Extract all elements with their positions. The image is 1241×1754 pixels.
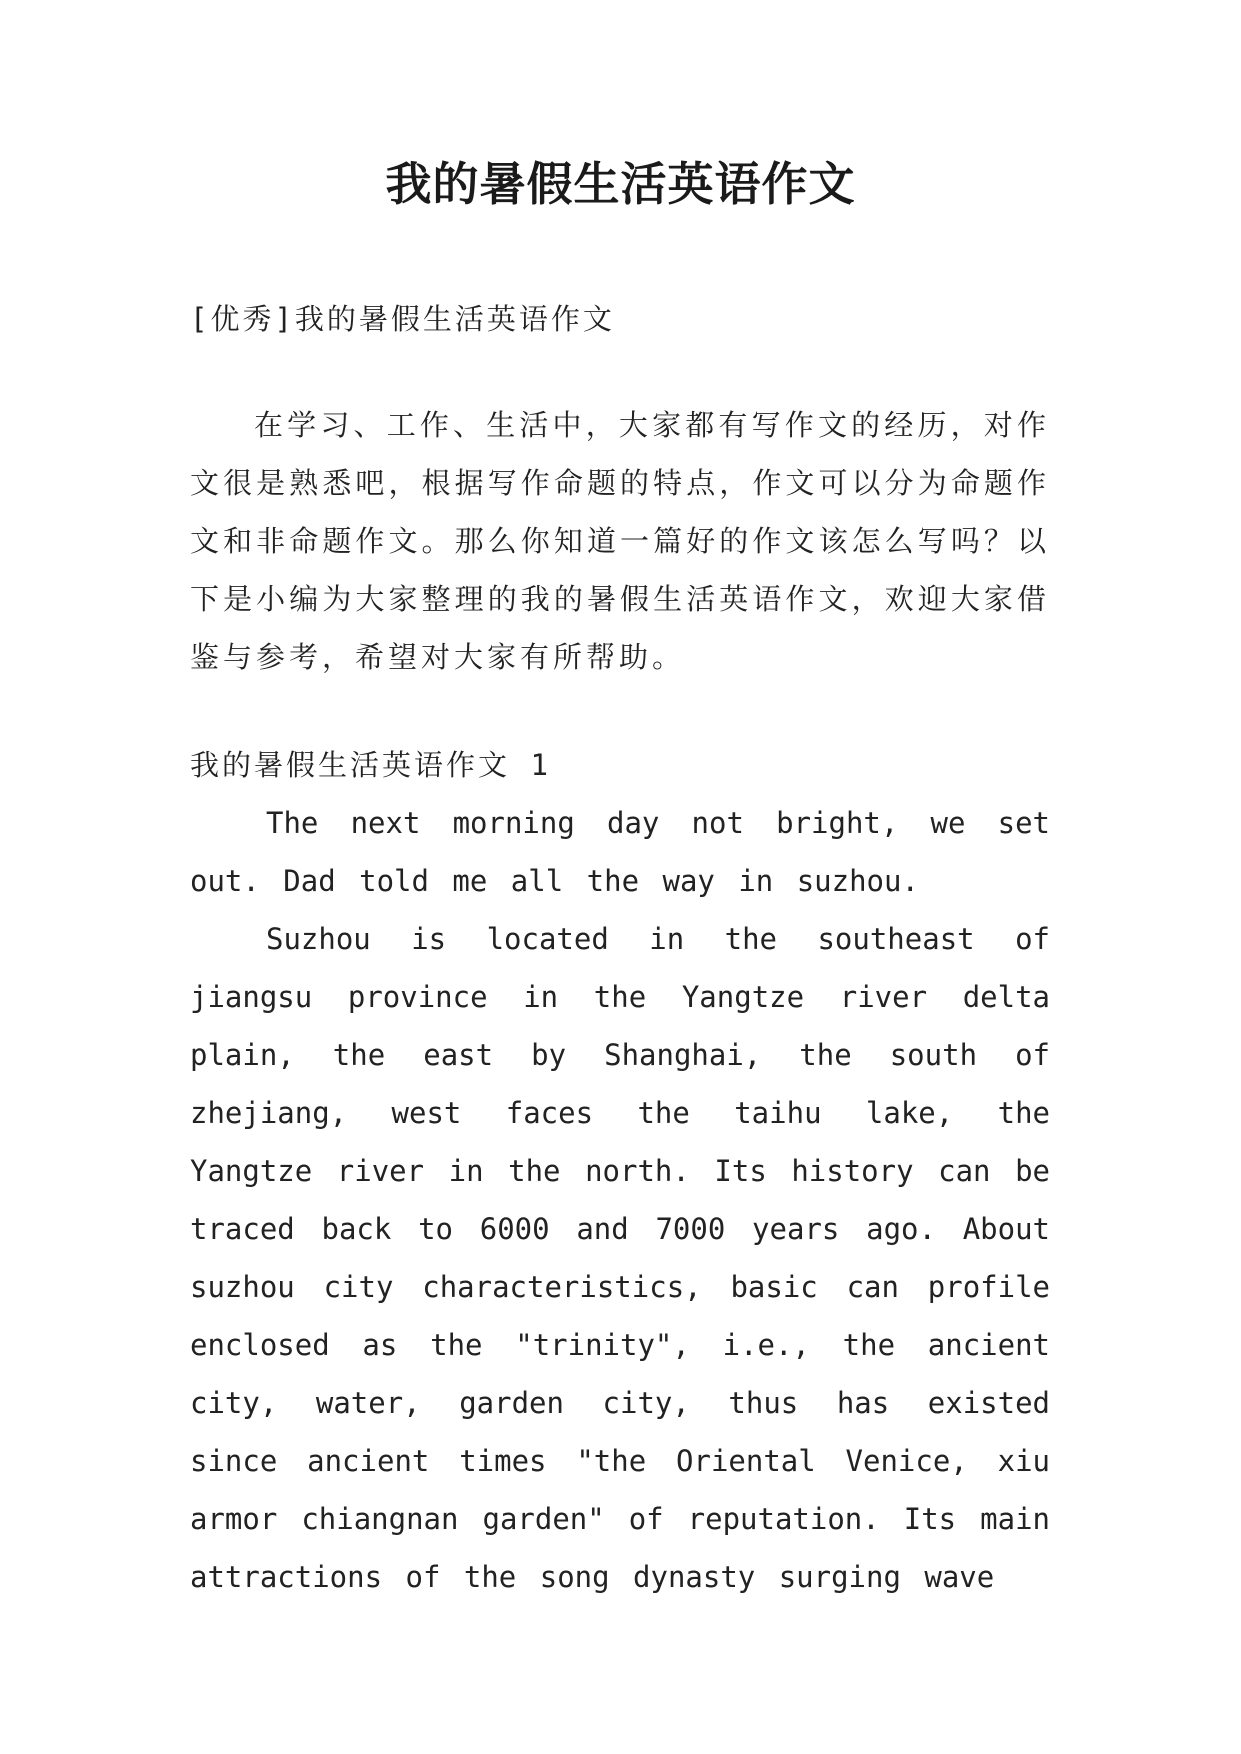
section-heading: 我的暑假生活英语作文 1 [190,748,551,782]
essay-paragraph: Suzhou is located in the southeast of jiangsu province in the Yangtze river delta plain, the east by Shanghai, the south of zhejiang, west faces the taihu lake, the Yangtze river in the north. Its history can be traced back to 6000 and 7000 years ago. About suzhou city characteristics, basic can profile enclosed as the "trinity", i.e., the ancient city, water, garden city, thus has existed since ancient times "the Oriental Venice, xiu armor chiangnan garden" of reputation. Its main attractions of the song dynasty surging wave [190,922,1050,1594]
document-title: 我的暑假生活英语作文 [385,157,856,211]
intro-paragraph: 在学习、工作、生活中，大家都有写作文的经历，对作文很是熟悉吧，根据写作命题的特点，作文可以分为命题作文和非命题作文。那么你知道一篇好的作文该怎么写吗？以下是小编为大家整理的我的暑假生活英语作文，欢迎大家借鉴与参考，希望对大家有所帮助。 [190,408,1050,674]
document-subtitle: [优秀]我的暑假生活英语作文 [190,302,615,336]
document-body [190,290,1050,1606]
essay-paragraph: The next morning day not bright, we set out. Dad told me all the way in suzhou. [190,806,1050,898]
